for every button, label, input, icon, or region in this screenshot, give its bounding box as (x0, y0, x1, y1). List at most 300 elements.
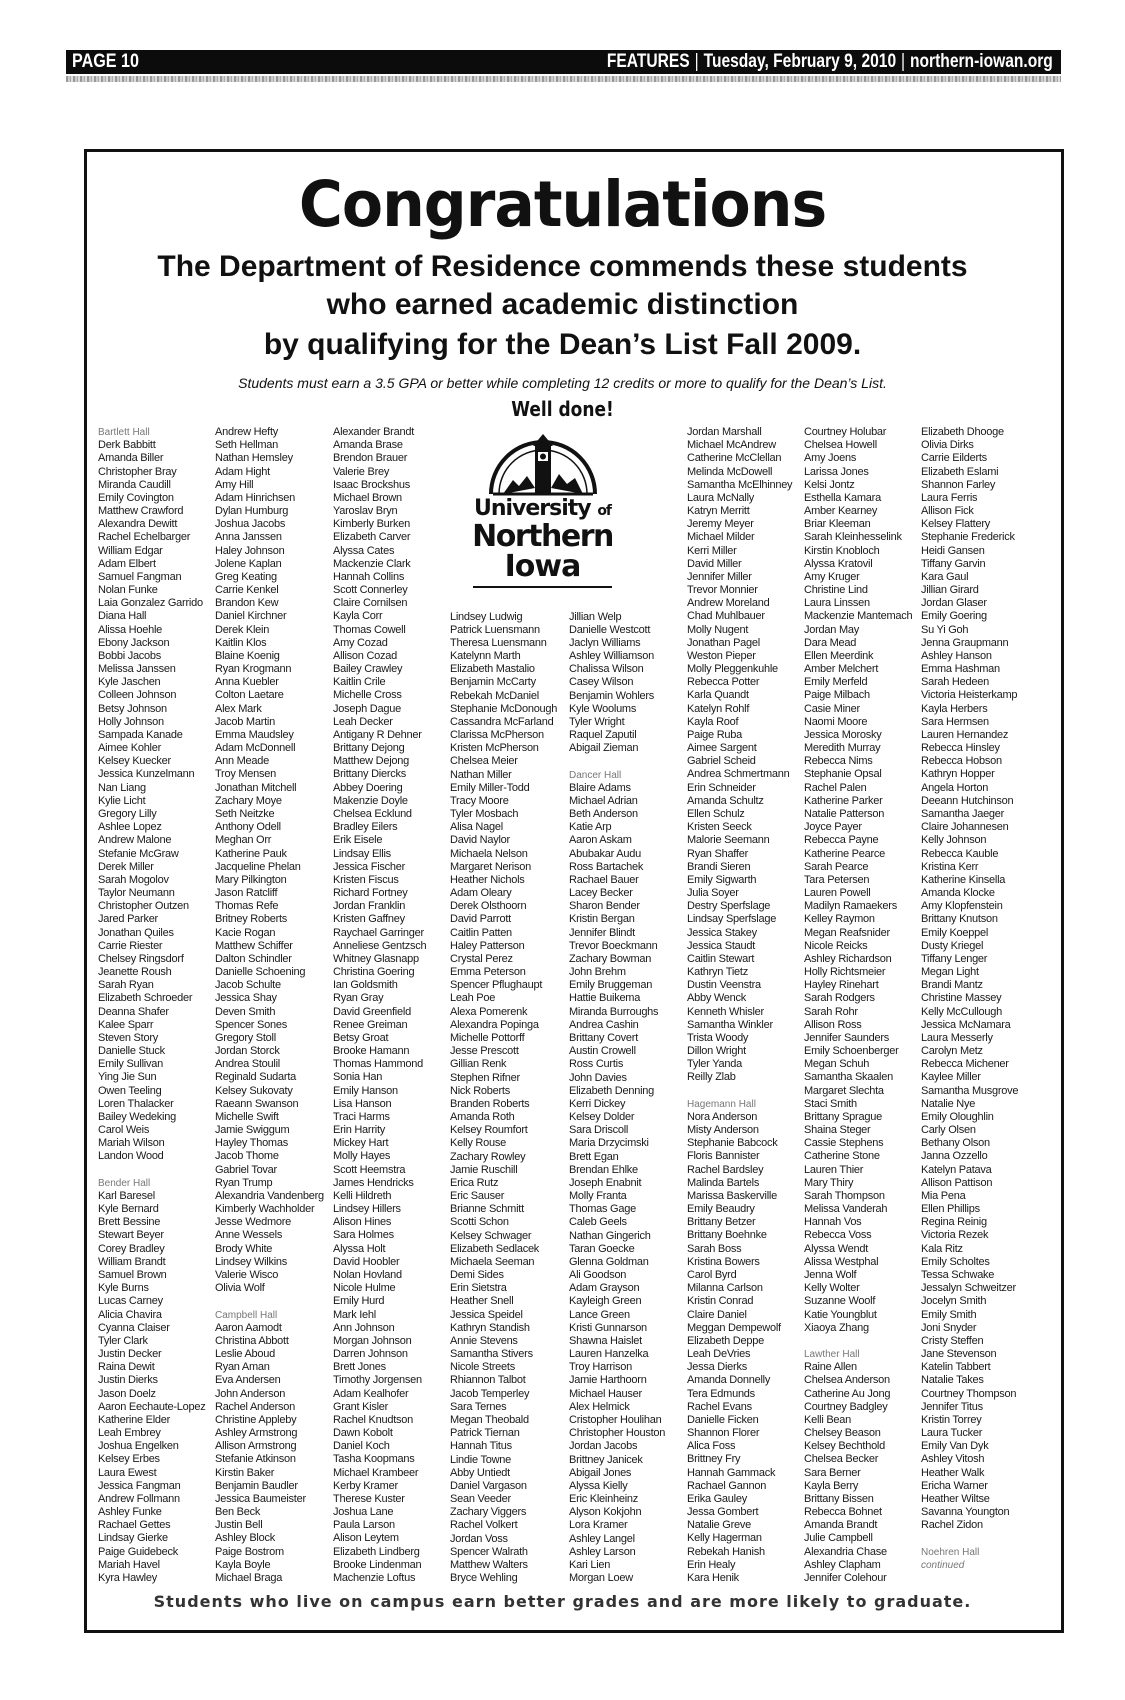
student-name: Rebecca Voss (804, 1229, 872, 1242)
student-name: Troy Mensen (215, 768, 277, 781)
student-name: Sarah Kleinhesselink (804, 531, 902, 544)
student-name: Colleen Johnson (98, 689, 177, 702)
student-name: Molly Hayes (333, 1150, 391, 1163)
student-name: Rebecca Nims (804, 755, 873, 768)
page-number: PAGE 10 (72, 51, 140, 72)
student-name: Brittany Betzer (687, 1216, 756, 1229)
student-name: Matthew Crawford (98, 505, 184, 518)
student-name: Mackenzie Mantemach (804, 610, 913, 623)
logo-northern: Northern (472, 519, 613, 554)
student-name: Courtney Thompson (921, 1387, 1017, 1400)
student-name: Alexandra Dewitt (98, 518, 178, 531)
student-name: Kayleigh Green (569, 1295, 642, 1308)
student-name: Nora Anderson (687, 1110, 758, 1123)
student-name: Rebecca Hobson (921, 755, 1002, 768)
student-name: Aaron Askam (569, 834, 632, 847)
student-name: Hayley Rinehart (804, 979, 879, 992)
student-name: Jacob Martin (215, 715, 275, 728)
student-name: Alica Foss (687, 1440, 736, 1453)
student-name: Jordan Voss (450, 1532, 508, 1545)
separator: | (901, 51, 906, 72)
student-name: Olivia Wolf (215, 1282, 265, 1295)
student-name: Matthew Schiffer (215, 939, 293, 952)
student-name: Naomi Moore (804, 715, 868, 728)
student-name: Courtney Holubar (804, 426, 887, 438)
student-name: Ali Goodson (569, 1269, 627, 1282)
student-name: Emily Sigwarth (687, 873, 757, 886)
student-name: Danielle Stuck (98, 1045, 165, 1058)
student-name: Nathan Hemsley (215, 452, 293, 465)
student-name: Megan Light (921, 966, 979, 979)
student-name: Lauren Hernandez (921, 728, 1009, 741)
student-name: Justin Decker (98, 1348, 162, 1361)
student-name: Valerie Wisco (215, 1269, 279, 1281)
student-name: Adam McDonnell (215, 742, 296, 755)
student-name: Heidi Gansen (921, 544, 985, 557)
student-name: Trevor Boeckmann (569, 939, 658, 952)
student-name: Rachael Gannon (687, 1479, 767, 1492)
student-name: Emily Oloughlin (921, 1110, 994, 1123)
student-name: Michael McAndrew (687, 439, 776, 452)
student-name: Heather Snell (450, 1295, 514, 1308)
student-name: Ashley Hanson (921, 649, 992, 662)
student-name: Tera Edmunds (687, 1387, 755, 1400)
student-name: Kelli Hildreth (333, 1189, 392, 1202)
student-name: Rachael Bauer (569, 873, 639, 886)
student-name: Kelsey Bechthold (804, 1440, 885, 1453)
student-name: Katherine Kinsella (921, 873, 1006, 886)
student-name: Ross Bartachek (569, 860, 644, 873)
student-name: Carrie Kenkel (215, 584, 279, 597)
student-name: Britney Roberts (215, 913, 288, 926)
student-name: Abby Wenck (687, 992, 747, 1005)
student-name: Darren Johnson (333, 1348, 408, 1361)
student-name: Stephanie Babcock (687, 1137, 778, 1150)
student-name: Chelsey Beason (804, 1427, 881, 1440)
student-name: Lisa Hanson (333, 1097, 392, 1110)
student-name: Richard Fortney (333, 887, 408, 900)
student-name: Kyle Jaschen (98, 676, 161, 689)
student-name: Sean Veeder (450, 1493, 511, 1506)
student-name: Tiffany Lenger (921, 952, 988, 965)
student-name: Kristen Fiscus (333, 873, 399, 886)
student-name: Emma Peterson (450, 966, 526, 979)
student-name: Ian Goldsmith (333, 979, 398, 992)
student-name: Brandon Kew (215, 597, 279, 610)
student-name: Jessa Gombert (687, 1506, 759, 1519)
student-name: Laia Gonzalez Garrido (98, 597, 203, 610)
student-name: John Brehm (569, 966, 626, 979)
student-name: Jonathan Mitchell (215, 781, 297, 794)
student-name: Colton Laetare (215, 689, 284, 702)
student-name: Alexa Pomerenk (450, 1005, 528, 1018)
student-name: Katherine Elder (98, 1413, 171, 1426)
student-name: Zachary Bowman (569, 952, 652, 965)
student-name: Elizabeth Schroeder (98, 992, 193, 1005)
student-name: Rebecca Bohnet (804, 1506, 882, 1519)
student-name: William Brandt (98, 1255, 166, 1268)
student-name: Andrew Malone (98, 834, 172, 847)
student-name: Lindsey Hillers (333, 1203, 401, 1216)
residence-hall-heading: Bartlett Hall (98, 427, 150, 438)
student-name: Melissa Vanderah (804, 1203, 888, 1216)
student-name: Scott Connerley (333, 584, 408, 597)
student-name: Brett Egan (569, 1150, 619, 1163)
section-name: FEATURES (607, 51, 690, 72)
student-name: Lora Kramer (569, 1519, 628, 1532)
student-name: Sara Holmes (333, 1229, 394, 1242)
student-name: Ryan Shaffer (687, 847, 749, 860)
student-name: Stefanie Atkinson (215, 1453, 296, 1466)
student-name: Jenna Wolf (804, 1269, 857, 1281)
student-name: Daniel Koch (333, 1440, 390, 1453)
ad-subtitle-line: who earned academic distinction (326, 288, 799, 321)
student-name: Danielle Ficken (687, 1413, 759, 1426)
student-name: Elizabeth Denning (569, 1084, 655, 1097)
student-name: Erica Rutz (450, 1176, 499, 1189)
student-name: Zachary Moye (215, 794, 282, 807)
student-name: Katelynn Marth (450, 650, 521, 663)
student-name: Owen Teeling (98, 1084, 162, 1097)
student-name: Ashley Armstrong (215, 1427, 298, 1440)
student-name: Joseph Dague (333, 702, 401, 715)
student-name: Holly Johnson (98, 715, 164, 728)
student-name: Claire Daniel (687, 1308, 747, 1321)
student-name: Erin Harrity (333, 1124, 386, 1137)
student-name: Jordan Franklin (333, 900, 406, 913)
student-name: Ericha Warner (921, 1479, 988, 1492)
student-name: Alyson Kokjohn (569, 1506, 642, 1519)
student-name: Lindsay Gierke (98, 1532, 168, 1545)
student-name: Clarissa McPherson (450, 729, 544, 742)
student-name: Kaitlin Klos (215, 636, 267, 649)
student-name: Michael Braga (215, 1571, 283, 1584)
student-name: Kimberly Wachholder (215, 1203, 315, 1216)
student-name: David Parrott (450, 913, 511, 926)
student-name: Kelsey Dolder (569, 1111, 635, 1124)
student-name: Brett Bessine (98, 1216, 161, 1229)
student-name: Mia Pena (921, 1189, 966, 1202)
student-name: Lacey Becker (569, 887, 633, 900)
student-name: Courtney Badgley (804, 1400, 888, 1413)
student-name: Scotti Schon (450, 1216, 509, 1229)
student-name: Misty Anderson (687, 1124, 759, 1137)
student-name: Natalie Nye (921, 1097, 976, 1110)
student-name: John Davies (569, 1071, 627, 1084)
student-name: Kalee Sparr (98, 1018, 154, 1031)
student-name: Lauren Thier (804, 1163, 864, 1176)
student-name: Shaina Steger (804, 1124, 871, 1137)
student-name: Julia Soyer (687, 887, 739, 900)
student-name: Christopher Outzen (98, 900, 189, 913)
name-column (804, 426, 922, 1585)
student-name: Rebecca Potter (687, 676, 760, 689)
student-name: Elizabeth Carver (333, 531, 411, 544)
student-name: Bailey Crawley (333, 663, 403, 676)
residence-hall-heading: Noehren Hall (921, 1546, 980, 1558)
student-name: Benjamin McCarty (450, 676, 536, 689)
student-name: Rebekah Hanish (687, 1545, 765, 1558)
student-name: Catherine McClellan (687, 452, 782, 465)
student-name: Michaela Seeman (450, 1255, 535, 1268)
student-name: Malinda Bartels (687, 1176, 760, 1189)
student-name: Lindsey Ludwig (450, 610, 523, 623)
student-name: Emily Schoenberger (804, 1045, 899, 1058)
student-name: Matthew Dejong (333, 755, 409, 768)
gpa-requirement-note: Students must earn a 3.5 GPA or better while completing 12 credits or more to qualify for the Dean’s List. (238, 375, 887, 391)
student-name: Alicia Chavira (98, 1308, 162, 1321)
student-name: Amy Kruger (804, 570, 860, 583)
student-name: Heather Walk (921, 1466, 985, 1479)
student-name: Raeann Swanson (215, 1097, 299, 1110)
student-name: Justin Dierks (98, 1374, 158, 1387)
student-name: Emily Koeppel (921, 926, 989, 939)
student-name: Michael Adrian (569, 794, 638, 807)
student-name: Su Yi Goh (921, 623, 969, 636)
student-name: Rebecca Hinsley (921, 742, 1000, 755)
student-name: Jason Ratcliff (215, 887, 278, 900)
student-name: Amy Klopfenstein (921, 900, 1003, 913)
student-name: Kylie Licht (98, 794, 146, 807)
student-name: Jane Stevenson (921, 1348, 997, 1361)
site-url: northern-iowan.org (910, 51, 1053, 72)
student-name: Brandi Mantz (921, 979, 983, 992)
student-name: Rachel Knudtson (333, 1413, 414, 1426)
student-name: Kristi Gunnarson (569, 1321, 647, 1334)
student-name: Emily Covington (98, 491, 174, 504)
student-name: Leslie Aboud (215, 1348, 275, 1361)
student-name: Hannah Vos (804, 1216, 862, 1229)
student-name: Steven Story (98, 1031, 158, 1044)
student-name: Jaclyn Williams (569, 636, 641, 649)
student-name: Adam Kealhofer (333, 1387, 409, 1400)
student-name: Jason Doelz (98, 1387, 156, 1400)
student-name: Ashley Larson (569, 1545, 636, 1558)
student-name: Karl Baresel (98, 1189, 155, 1202)
student-name: Reilly Zlab (687, 1071, 736, 1084)
residence-hall-heading: Hagemann Hall (687, 1098, 756, 1110)
student-name: Shannon Florer (687, 1427, 760, 1440)
student-name: Ashley Williamson (569, 650, 654, 663)
student-name: Katryn Merritt (687, 505, 750, 518)
student-name: Antigany R Dehner (333, 728, 422, 741)
student-name: Lindsey Wilkins (215, 1255, 288, 1268)
student-name: Kelsey Flattery (921, 518, 990, 531)
student-name: Abby Untiedt (450, 1466, 510, 1479)
student-name: Holly Richtsmeier (804, 966, 886, 979)
student-name: Rachel Palen (804, 781, 867, 794)
student-name: Elizabeth Dhooge (921, 426, 1004, 438)
student-name: Kristin Conrad (687, 1295, 754, 1308)
student-name: Heather Nichols (450, 873, 525, 886)
student-name: Alissa Westphal (804, 1255, 879, 1268)
student-name: Elizabeth Sedlacek (450, 1242, 540, 1255)
student-name: Brittany Diercks (333, 768, 407, 781)
student-name: Alisa Nagel (450, 821, 503, 834)
student-name: Justin Bell (215, 1519, 263, 1532)
student-name: Ann Meade (215, 755, 270, 768)
student-name: Kayla Roof (687, 715, 739, 728)
student-name: Trista Woody (687, 1031, 749, 1044)
student-name: Jesse Prescott (450, 1045, 519, 1058)
student-name: Makenzie Doyle (333, 794, 408, 807)
student-name: Laura McNally (687, 491, 755, 504)
student-name: Stephanie McDonough (450, 702, 558, 715)
student-name: Ebony Jackson (98, 636, 170, 649)
student-name: Sara Driscoll (569, 1124, 629, 1137)
header-divider (66, 76, 1061, 82)
name-column (450, 426, 568, 1585)
student-name: Jeremy Meyer (687, 518, 754, 531)
student-name: Hattie Buikema (569, 992, 641, 1005)
student-name: Emily Hurd (333, 1295, 385, 1308)
student-name: Jamie Swiggum (215, 1124, 290, 1137)
student-name: Andrea Cashin (569, 1018, 639, 1031)
student-name: Sarah Rodgers (804, 992, 875, 1005)
student-name: Alexander Brandt (333, 426, 414, 438)
student-name: David Naylor (450, 834, 510, 847)
student-name: Lucas Carney (98, 1295, 163, 1308)
student-name: Savanna Youngton (921, 1506, 1010, 1519)
student-name: Stephanie Opsal (804, 768, 882, 781)
student-name: Ellen Schulz (687, 807, 745, 820)
student-name: Dustin Veenstra (687, 979, 761, 992)
student-name: Tessa Schwake (921, 1269, 995, 1281)
name-column (921, 426, 1039, 1572)
student-name: Alissa Hoehle (98, 623, 163, 636)
student-name: Kathryn Hopper (921, 768, 995, 781)
student-name: Kyra Hawley (98, 1571, 157, 1584)
student-name: Melinda McDowell (687, 465, 773, 478)
student-name: Christine Massey (921, 992, 1002, 1005)
student-name: Laura Tucker (921, 1427, 983, 1440)
student-name: Kristen Gaffney (333, 913, 405, 926)
student-name: Jessica Morosky (804, 728, 882, 741)
student-name: Emily Scholtes (921, 1255, 990, 1268)
student-name: Sampada Kanade (98, 728, 183, 741)
student-name: Marissa Baskerville (687, 1189, 777, 1202)
student-name: Carol Weis (98, 1124, 150, 1137)
student-name: Molly Franta (569, 1190, 627, 1203)
student-name: Michael Brown (333, 491, 402, 504)
student-name: Paige Ruba (687, 728, 742, 741)
student-name: Thomas Gage (569, 1203, 636, 1216)
student-name: Jessa Dierks (687, 1361, 747, 1374)
student-name: Derk Babbitt (98, 439, 156, 452)
student-name: Adam Hight (215, 465, 270, 478)
student-name: Landon Wood (98, 1150, 164, 1163)
ad-title: Congratulations (298, 168, 827, 242)
student-name: Ryan Aman (215, 1361, 270, 1374)
student-name: Scott Heemstra (333, 1163, 406, 1176)
student-name: Blaine Koenig (215, 649, 280, 662)
student-name: Kelsey Schwager (450, 1229, 532, 1242)
student-name: Bailey Wedeking (98, 1110, 176, 1123)
student-name: Weston Pieper (687, 649, 756, 662)
student-name: Aaron Aamodt (215, 1321, 282, 1334)
student-name: Katelin Tabbert (921, 1361, 991, 1374)
student-name: Allison Pattison (921, 1176, 993, 1189)
student-name: Corey Bradley (98, 1242, 165, 1255)
student-name: Melissa Janssen (98, 663, 176, 676)
student-name: Kacie Rogan (215, 926, 276, 939)
student-name: Zachary Viggers (450, 1506, 527, 1519)
student-name: Kristin Torrey (921, 1413, 982, 1426)
student-name: Brittany Sprague (804, 1110, 882, 1123)
student-name: Cristy Steffen (921, 1334, 984, 1347)
student-name: Rachel Bardsley (687, 1163, 764, 1176)
student-name: Milanna Carlson (687, 1282, 763, 1295)
student-name: Jonathan Pagel (687, 636, 760, 649)
student-name: Rebecca Kauble (921, 847, 999, 860)
student-name: David Miller (687, 557, 742, 570)
student-name: Brett Jones (333, 1361, 386, 1374)
student-name: Kerri Dickey (569, 1097, 626, 1110)
student-name: Machenzie Loftus (333, 1571, 416, 1584)
student-name: Amanda Schultz (687, 794, 764, 807)
student-name: Jared Parker (98, 913, 158, 926)
student-name: Michelle Pottorff (450, 1032, 525, 1044)
student-name: Katie Arp (569, 821, 612, 834)
student-name: Sarah Thompson (804, 1189, 885, 1202)
student-name: Rachel Volkert (450, 1519, 518, 1532)
student-name: Alex Helmick (569, 1400, 630, 1413)
student-name: Benjamin Baudler (215, 1479, 298, 1492)
student-name: Andrea Schmertmann (687, 768, 790, 781)
student-name: Erika Gauley (687, 1492, 747, 1505)
student-name: Michelle Cross (333, 689, 402, 702)
student-name: Kimberly Burken (333, 518, 410, 531)
student-name: Nicole Reicks (804, 939, 868, 952)
student-name: Zachary Rowley (450, 1150, 526, 1163)
student-name: Betsy Johnson (98, 702, 167, 715)
student-name: Seth Hellman (215, 439, 279, 452)
student-name: Paige Bostrom (215, 1545, 284, 1558)
student-name: Amy Cozad (333, 636, 388, 649)
student-name: Regina Reinig (921, 1216, 987, 1229)
student-name: Meredith Murray (804, 742, 881, 755)
student-name: Sara Berner (804, 1466, 861, 1479)
student-name: Bradley Eilers (333, 821, 398, 834)
student-name: Jessica Baumeister (215, 1492, 306, 1505)
student-name: Shawna Haislet (569, 1334, 642, 1347)
student-name: Brooke Lindenman (333, 1558, 422, 1571)
student-name: Raina Dewit (98, 1361, 155, 1374)
student-name: Miranda Burroughs (569, 1005, 659, 1018)
student-name: Alison Leytem (333, 1532, 399, 1545)
student-name: Kristin Bergan (569, 913, 635, 926)
student-name: Michael Milder (687, 531, 755, 544)
student-name: Erin Schneider (687, 781, 756, 794)
student-name: Staci Smith (804, 1097, 857, 1110)
student-name: Jessica Shay (215, 992, 277, 1005)
student-name: Cassandra McFarland (450, 715, 554, 728)
student-name: Allison Cozad (333, 649, 398, 662)
student-name: Amy Joens (804, 452, 857, 465)
student-name: Brittany Covert (569, 1032, 638, 1044)
student-name: Kelly Wolter (804, 1282, 860, 1295)
student-name: Carolyn Metz (921, 1045, 983, 1058)
student-name: Jillian Welp (569, 610, 622, 623)
student-name: Blaire Adams (569, 781, 631, 794)
student-name: Laura Ferris (921, 491, 978, 504)
student-name: Allison Fick (921, 505, 974, 518)
student-name: Gillian Renk (450, 1058, 507, 1071)
student-name: Beth Anderson (569, 808, 638, 821)
student-name: Jessalyn Schweitzer (921, 1282, 1016, 1295)
student-name: Megan Reafsnider (804, 926, 890, 939)
student-name: Sara Hermsen (921, 715, 989, 728)
